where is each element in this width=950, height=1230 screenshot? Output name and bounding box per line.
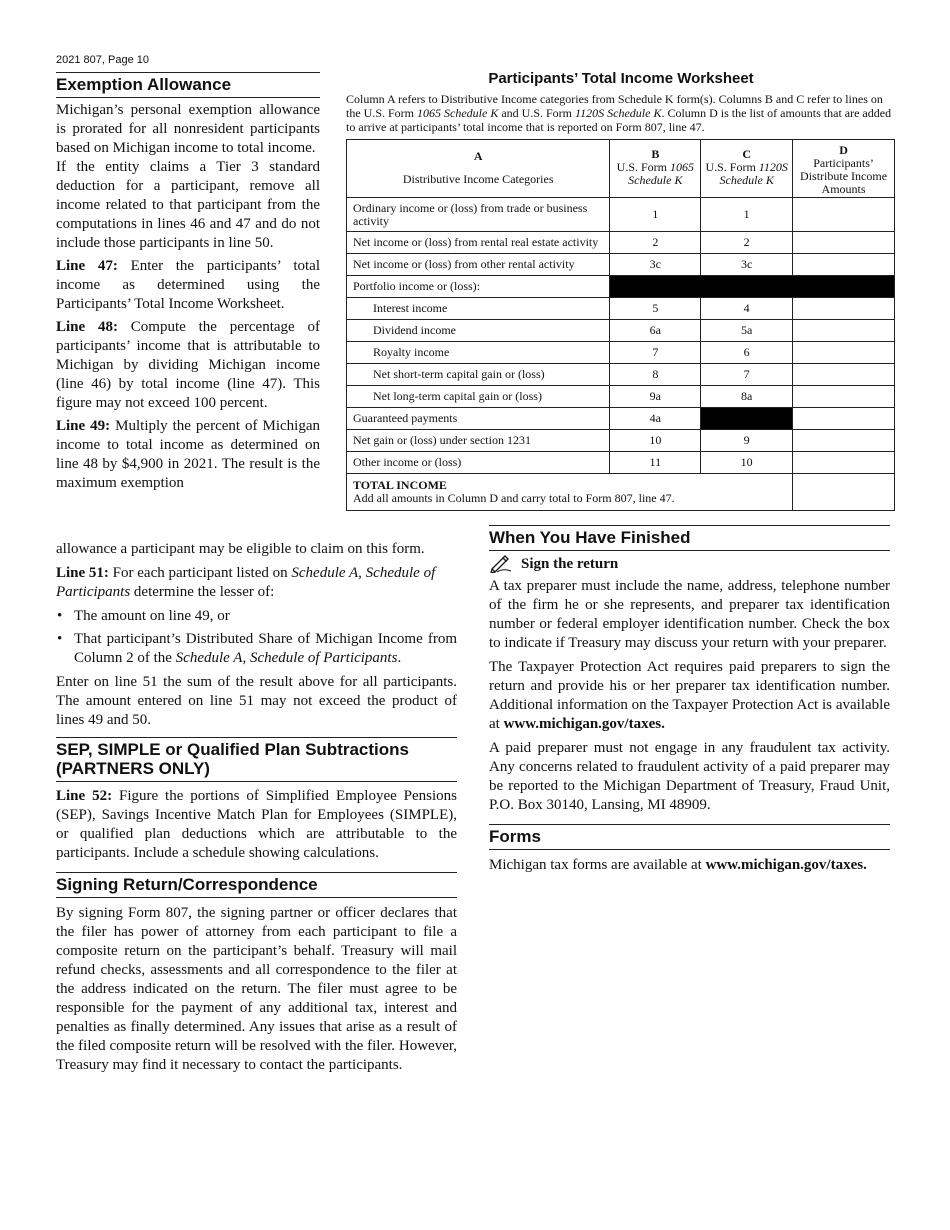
- col-b-header: [610, 140, 701, 198]
- col-d-letter: D: [839, 143, 848, 157]
- total-amount[interactable]: [793, 474, 895, 511]
- line47-label: Line 47:: [56, 258, 118, 274]
- row-col-c: 9: [701, 430, 793, 452]
- forms-heading: Forms: [489, 827, 541, 846]
- line51-post: determine the lesser of:: [133, 584, 275, 600]
- table-row: [347, 408, 895, 430]
- row-col-b: 8: [610, 364, 701, 386]
- intro-1065: 1065 Schedule K: [417, 106, 499, 120]
- line51-pre: For each participant listed on: [112, 565, 288, 581]
- line49-paragraph: [56, 417, 320, 493]
- forms-link[interactable]: www.michigan.gov/taxes.: [705, 857, 867, 873]
- row-col-d-amount[interactable]: [793, 386, 895, 408]
- row-col-d-amount[interactable]: [793, 298, 895, 320]
- bullet-dot-icon: •: [57, 608, 63, 624]
- protection-act-text: The Taxpayer Protection Act requires paid preparers to sign the return and provide his or her preparer tax identification number. Additional information on the Taxpayer Protection Act is available at: [489, 659, 890, 732]
- row-col-d-amount[interactable]: [793, 254, 895, 276]
- table-row: [347, 276, 895, 298]
- line51-label: Line 51:: [56, 565, 109, 581]
- bullet-distributed-share: [56, 630, 457, 668]
- row-col-c: 10: [701, 452, 793, 474]
- bullet2-comma: ,: [242, 650, 247, 666]
- col-c-form: U.S. Form: [705, 160, 756, 174]
- row-col-b: 6a: [610, 320, 701, 342]
- blacked-out-cell: [701, 408, 793, 430]
- line47-paragraph: [56, 257, 320, 314]
- total-row: [347, 474, 895, 511]
- taxes-link[interactable]: www.michigan.gov/taxes.: [503, 716, 665, 732]
- row-col-c: 5a: [701, 320, 793, 342]
- total-label-cell: [347, 474, 793, 511]
- col-a-letter: A: [473, 149, 483, 163]
- col-c-line2: Schedule K: [719, 173, 774, 187]
- exemption-continued: [56, 540, 457, 1075]
- signing-paragraph: By signing Form 807, the signing partner or officer declares that the filer has power of attorney from each participant to file a composite return on the participant’s behalf. Treasury will mail refund checks, assessments and all correspondence to the filer at the address indicated on the return. The filer must agree to be responsible for the payment of any additional tax, interest and penalties as finally determined. Any issues that arise as a result of the filed composite return will be resolved with the filer. However, Treasury may find it necessary to contact the participants.: [56, 905, 457, 1073]
- row-category: Net income or (loss) from rental real estate activity: [347, 232, 610, 254]
- table-row: [347, 198, 895, 232]
- col-c-letter: C: [742, 147, 751, 161]
- line48-label: Line 48:: [56, 319, 118, 335]
- total-label: TOTAL INCOME: [353, 478, 447, 492]
- finished-section: [489, 525, 890, 875]
- row-col-b: 10: [610, 430, 701, 452]
- worksheet-title: Participants’ Total Income Worksheet: [488, 70, 754, 87]
- line49-continued: allowance a participant may be eligible to claim on this form.: [56, 541, 425, 557]
- worksheet-header-row: [347, 140, 895, 198]
- col-a-label: Distributive Income Categories: [402, 172, 554, 186]
- line52-paragraph: [56, 787, 457, 863]
- table-row: [347, 320, 895, 342]
- signing-pen-icon: [489, 555, 513, 573]
- row-category: Net short-term capital gain or (loss): [347, 364, 610, 386]
- row-category: Interest income: [347, 298, 610, 320]
- row-category: Other income or (loss): [347, 452, 610, 474]
- row-col-b: 4a: [610, 408, 701, 430]
- line51-comma: ,: [358, 565, 362, 581]
- bullet-line49: [56, 607, 457, 626]
- bullet2-schedule-a: Schedule A: [175, 650, 243, 666]
- col-d-header: [793, 140, 895, 198]
- bullet2-pre: That participant’s Distributed Share of Michigan Income from Column 2 of the: [74, 631, 457, 666]
- bullet1-text: The amount on line 49, or: [74, 608, 230, 624]
- row-col-c: 7: [701, 364, 793, 386]
- line49-label: Line 49:: [56, 418, 111, 434]
- col-b-number: 1065: [670, 160, 694, 174]
- intro-pre: Column A refers to Distributive Income categories from Schedule K form(s). Columns B and C refer to lines on the U.S. Form: [346, 92, 883, 120]
- line48-paragraph: [56, 318, 320, 413]
- row-col-c: 2: [701, 232, 793, 254]
- row-col-c: 6: [701, 342, 793, 364]
- table-row: [347, 452, 895, 474]
- page-header: 2021 807, Page 10: [56, 54, 149, 66]
- protection-act-paragraph: [489, 658, 890, 734]
- intro-mid: and U.S. Form: [501, 106, 573, 120]
- sep-heading-line1: SEP, SIMPLE or Qualified Plan Subtractions: [56, 740, 409, 759]
- finished-heading: When You Have Finished: [489, 528, 691, 547]
- tier3-paragraph: If the entity claims a Tier 3 standard deduction for a participant, remove all income related to that participant from the computations in lines 46 and 47 and do not include those participants in line 50.: [56, 159, 320, 251]
- intro-post: . Column D is the list of amounts that are added to arrive at participants’ total income that is reported on Form 807, line 47.: [346, 106, 892, 134]
- blacked-out-cell: [610, 276, 895, 298]
- row-col-b: 7: [610, 342, 701, 364]
- exemption-section: [56, 72, 320, 493]
- row-col-c: 3c: [701, 254, 793, 276]
- signing-heading: Signing Return/Correspondence: [56, 875, 318, 894]
- total-instructions: Add all amounts in Column D and carry total to Form 807, line 47.: [353, 491, 675, 505]
- forms-text: Michigan tax forms are available at: [489, 857, 702, 873]
- row-col-d-amount[interactable]: [793, 320, 895, 342]
- line47-text: Enter the participants’ total income as determined using the Participants’ Total Income Worksheet.: [56, 258, 321, 312]
- row-category: Portfolio income or (loss):: [347, 276, 610, 298]
- table-row: [347, 254, 895, 276]
- col-b-form: U.S. Form: [616, 160, 667, 174]
- bullet2-end: .: [397, 650, 402, 666]
- row-col-b: 2: [610, 232, 701, 254]
- row-col-c: 8a: [701, 386, 793, 408]
- row-col-d-amount[interactable]: [793, 198, 895, 232]
- row-category: Guaranteed payments: [347, 408, 610, 430]
- col-c-header: [701, 140, 793, 198]
- bullet-dot-icon: •: [57, 631, 63, 647]
- row-col-d-amount[interactable]: [793, 364, 895, 386]
- bullet2-schedule-of-participants: Schedule of Participants: [249, 650, 398, 666]
- row-col-d-amount[interactable]: [793, 342, 895, 364]
- row-col-d-amount[interactable]: [793, 430, 895, 452]
- col-d-label: Participants’ Distribute Income Amounts: [800, 156, 888, 196]
- col-b-letter: B: [651, 147, 660, 161]
- line51-sum-paragraph: Enter on line 51 the sum of the result above for all participants. The amount entered on line 51 may not exceed the product of lines 49 and 50.: [56, 674, 457, 728]
- line48-text: Compute the percentage of participants’ income that is attributable to Michigan by dividing Michigan income (line 46) by total income (line 47). This figure may not exceed 100 percent.: [56, 319, 320, 411]
- worksheet-intro: [346, 92, 896, 134]
- sign-return-subheading: [489, 554, 890, 574]
- row-category: Ordinary income or (loss) from trade or business activity: [347, 198, 610, 232]
- sep-heading-line2: (PARTNERS ONLY): [56, 759, 210, 778]
- row-col-d-amount[interactable]: [793, 232, 895, 254]
- line51-paragraph: [56, 564, 457, 602]
- fraud-paragraph: A paid preparer must not engage in any fraudulent tax activity. Any concerns related to fraudulent activity of a paid preparer may be reported to the Michigan Department of Treasury, Fraud Unit, P.O. Box 30140, Lansing, MI 48909.: [489, 740, 890, 813]
- row-col-b: 1: [610, 198, 701, 232]
- row-col-b: 5: [610, 298, 701, 320]
- row-col-c: 1: [701, 198, 793, 232]
- table-row: [347, 298, 895, 320]
- forms-paragraph: [489, 856, 890, 875]
- col-a-header: [347, 140, 610, 198]
- worksheet-table: [346, 139, 895, 511]
- exemption-heading: Exemption Allowance: [56, 75, 232, 94]
- line51-schedule-a: Schedule A: [291, 565, 359, 581]
- row-col-d-amount[interactable]: [793, 408, 895, 430]
- sep-heading: [56, 740, 457, 778]
- table-row: [347, 342, 895, 364]
- table-row: [347, 430, 895, 452]
- row-col-c: 4: [701, 298, 793, 320]
- col-c-number: 1120S: [758, 160, 788, 174]
- line49-text: Multiply the percent of Michigan income to total income as determined on line 48 by $4,900 in 2021. The result is the maximum exemption: [56, 418, 321, 491]
- income-worksheet: [346, 70, 896, 511]
- row-col-d-amount[interactable]: [793, 452, 895, 474]
- line52-label: Line 52:: [56, 788, 113, 804]
- row-category: Royalty income: [347, 342, 610, 364]
- line52-text: Figure the portions of Simplified Employee Pensions (SEP), Savings Incentive Match Plan for Employees (SIMPLE), or qualified plan deductions which are attributable to the participants. Include a schedule showing calculations.: [56, 788, 458, 861]
- intro-1120s: 1120S Schedule K: [575, 106, 662, 120]
- row-category: Net gain or (loss) under section 1231: [347, 430, 610, 452]
- row-col-b: 3c: [610, 254, 701, 276]
- row-category: Net income or (loss) from other rental activity: [347, 254, 610, 276]
- sign-return-label: Sign the return: [521, 556, 619, 572]
- line51-schedule-of-participants: Schedule of Participants: [56, 565, 436, 600]
- exemption-paragraph: Michigan’s personal exemption allowance is prorated for all nonresident participants based on Michigan income to total income.: [56, 102, 320, 156]
- preparer-paragraph: A tax preparer must include the name, address, telephone number of the firm he or she represents, and preparer tax identification number or federal employer identification number. Check the box to indicate if Treasury may discuss your return with your preparer.: [489, 578, 890, 651]
- table-row: [347, 232, 895, 254]
- table-row: [347, 364, 895, 386]
- col-b-line2: Schedule K: [628, 173, 683, 187]
- row-col-b: 9a: [610, 386, 701, 408]
- row-col-b: 11: [610, 452, 701, 474]
- row-category: Dividend income: [347, 320, 610, 342]
- table-row: [347, 386, 895, 408]
- row-category: Net long-term capital gain or (loss): [347, 386, 610, 408]
